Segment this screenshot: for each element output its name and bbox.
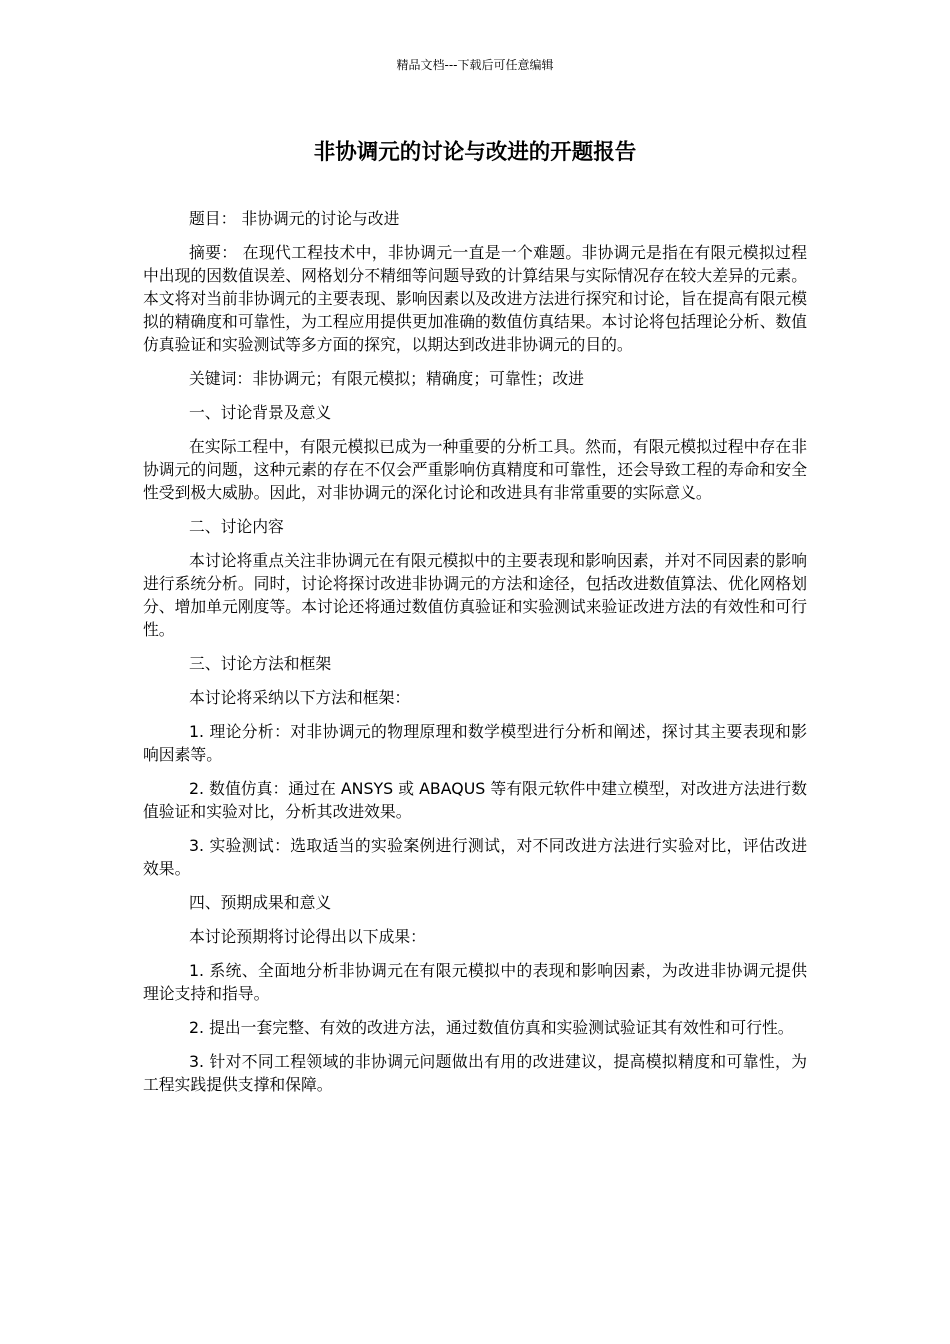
background-paragraph: 在实际工程中，有限元模拟已成为一种重要的分析工具。然而，有限元模拟过程中存在非协调元的问题，这种元素的存在不仅会严重影响仿真精度和可靠性，还会导致工程的寿命和安全性受到极大威胁。因此，对非协调元的深化讨论和改进具有非常重要的实际意义。 [143, 437, 807, 502]
keywords-line: 关键词：非协调元；有限元模拟；精确度；可靠性；改进 [189, 369, 584, 388]
document-title: 非协调元的讨论与改进的开题报告 [313, 140, 637, 165]
abstract-paragraph: 摘要： 在现代工程技术中，非协调元一直是一个难题。非协调元是指在有限元模拟过程中出现的因数值误差、网格划分不精细等问题导致的计算结果与实际情况存在较大差异的元素。本文将对当前非协调元的主要表现、影响因素以及改进方法进行探究和讨论，旨在提高有限元模拟的精确度和可靠性，为工程应用提供更加准确的数值仿真结果。本讨论将包括理论分析、数值仿真验证和实验测试等多方面的探究，以期达到改进非协调元的目的。 [143, 243, 807, 354]
method-item-1: 1. 理论分析：对非协调元的物理原理和数学模型进行分析和阐述，探讨其主要表现和影响因素等。 [143, 722, 807, 764]
section-heading-outcomes: 四、预期成果和意义 [189, 893, 332, 912]
method-item-3: 3. 实验测试：选取适当的实验案例进行测试，对不同改进方法进行实验对比，评估改进效果。 [143, 836, 807, 878]
methods-intro: 本讨论将采纳以下方法和框架： [189, 688, 411, 707]
section-heading-content: 二、讨论内容 [189, 517, 284, 536]
section-heading-background: 一、讨论背景及意义 [189, 403, 332, 422]
outcome-item-1: 1. 系统、全面地分析非协调元在有限元模拟中的表现和影响因素，为改进非协调元提供理论支持和指导。 [143, 961, 807, 1003]
outcome-item-2: 2. 提出一套完整、有效的改进方法，通过数值仿真和实验测试验证其有效性和可行性。 [189, 1018, 794, 1037]
topic-line: 题目： 非协调元的讨论与改进 [189, 209, 400, 228]
outcome-item-3: 3. 针对不同工程领域的非协调元问题做出有用的改进建议，提高模拟精度和可靠性，为工程实践提供支撑和保障。 [143, 1052, 807, 1094]
outcomes-intro: 本讨论预期将讨论得出以下成果： [189, 927, 426, 946]
header-note: 精品文档---下载后可任意编辑 [396, 58, 554, 72]
section-heading-methods: 三、讨论方法和框架 [189, 654, 332, 673]
content-paragraph: 本讨论将重点关注非协调元在有限元模拟中的主要表现和影响因素，并对不同因素的影响进行系统分析。同时，讨论将探讨改进非协调元的方法和途径，包括改进数值算法、优化网格划分、增加单元刚度等。本讨论还将通过数值仿真验证和实验测试来验证改进方法的有效性和可行性。 [143, 551, 807, 639]
document-body [143, 207, 807, 1107]
method-item-2: 2. 数值仿真：通过在 ANSYS 或 ABAQUS 等有限元软件中建立模型，对改进方法进行数值验证和实验对比，分析其改进效果。 [143, 779, 807, 821]
